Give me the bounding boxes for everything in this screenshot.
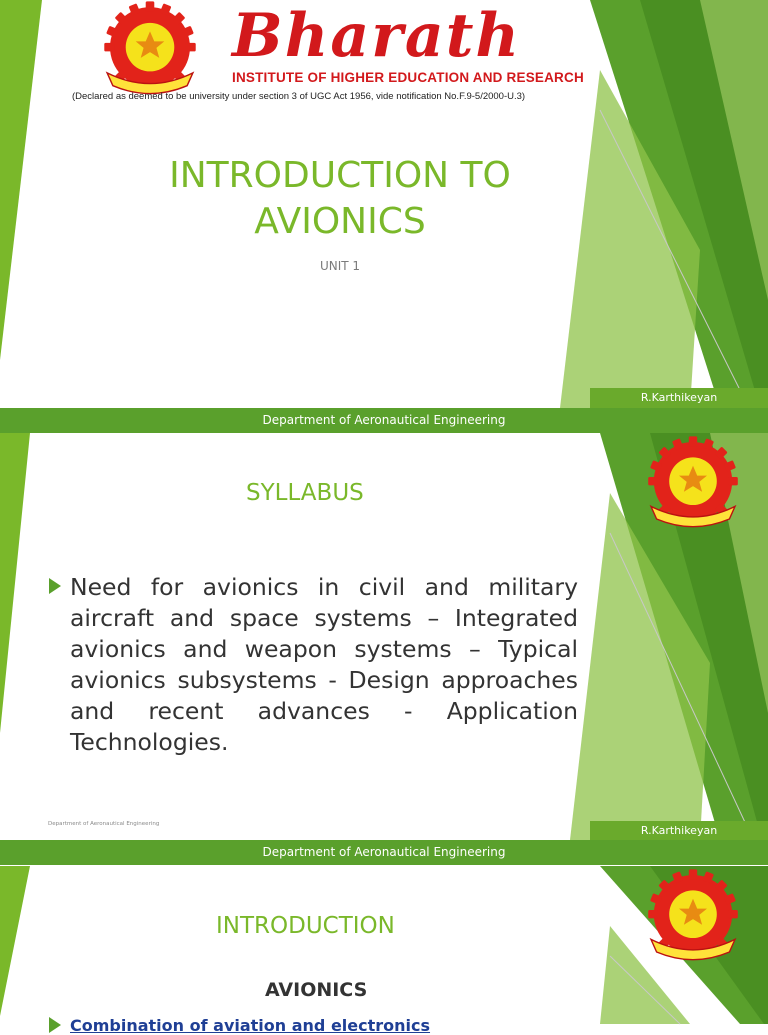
author-badge: R.Karthikeyan xyxy=(590,821,768,841)
biher-logo-icon xyxy=(634,435,752,533)
slide-title-text: INTRODUCTION TO AVIONICS xyxy=(169,155,511,242)
department-bar: Department of Aeronautical Engineering xyxy=(0,840,768,865)
intro-bullet-link[interactable]: Combination of aviation and electronics xyxy=(70,1016,431,1035)
slide-subtitle: UNIT 1 xyxy=(319,259,361,273)
declaration-text: (Declared as deemed to be university under section 3 of UGC Act 1956, vide notification No.F.9-5/2000-U.3) xyxy=(72,91,526,102)
slide-syllabus xyxy=(0,433,768,840)
department-bar: Department of Aeronautical Engineering xyxy=(0,408,768,433)
syllabus-text: Need for avionics in civil and military aircraft and space systems – Integrated avionics and weapon systems – Typical avionics subsystems - Design approaches and recent advances - Application Technologies. xyxy=(70,573,578,756)
biher-logo-icon xyxy=(70,0,230,100)
slide-title xyxy=(0,0,768,408)
brand-name: Bharath xyxy=(232,1,522,71)
slide-footer: Department of Aeronautical Engineering xyxy=(48,821,160,827)
slide-heading: SYLLABUS xyxy=(246,480,364,506)
biher-logo-icon xyxy=(634,868,752,966)
institute-name: INSTITUTE OF HIGHER EDUCATION AND RESEARCH xyxy=(232,70,584,85)
slide-introduction xyxy=(0,866,768,1035)
slide-heading: INTRODUCTION xyxy=(216,913,395,939)
author-badge: R.Karthikeyan xyxy=(590,388,768,408)
bullet-arrow-icon xyxy=(49,1017,61,1033)
bullet-arrow-icon xyxy=(49,578,61,594)
slide-subheading: AVIONICS xyxy=(265,979,368,1001)
